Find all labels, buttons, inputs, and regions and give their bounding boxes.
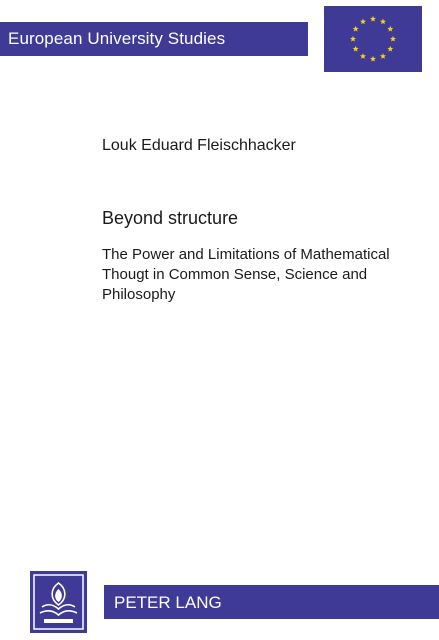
flag-star-icon xyxy=(370,56,376,62)
flag-star-icon xyxy=(370,16,376,22)
flag-star-icon xyxy=(380,18,386,24)
series-title: European University Studies xyxy=(8,29,226,48)
flag-star-icon xyxy=(353,26,359,32)
flag-star-icon xyxy=(360,53,366,59)
book-subtitle: The Power and Limitations of Mathematical Thougt in Common Sense, Science and Philosophy xyxy=(102,246,390,303)
flag-star-icon xyxy=(380,53,386,59)
series-band xyxy=(0,22,308,56)
flag-star-icon xyxy=(350,36,356,42)
publisher-band xyxy=(104,585,439,619)
publisher-name: PETER LANG xyxy=(114,593,222,612)
flag-star-icon xyxy=(387,46,393,52)
flag-star-icon xyxy=(390,36,396,42)
author-name: Louk Eduard Fleischhacker xyxy=(102,137,296,154)
peter-lang-logo-icon xyxy=(30,571,87,633)
flag-star-icon xyxy=(353,46,359,52)
flag-star-icon xyxy=(387,26,393,32)
book-title: Beyond structure xyxy=(102,208,239,228)
flag-star-icon xyxy=(360,18,366,24)
eu-flag-icon xyxy=(324,6,422,72)
